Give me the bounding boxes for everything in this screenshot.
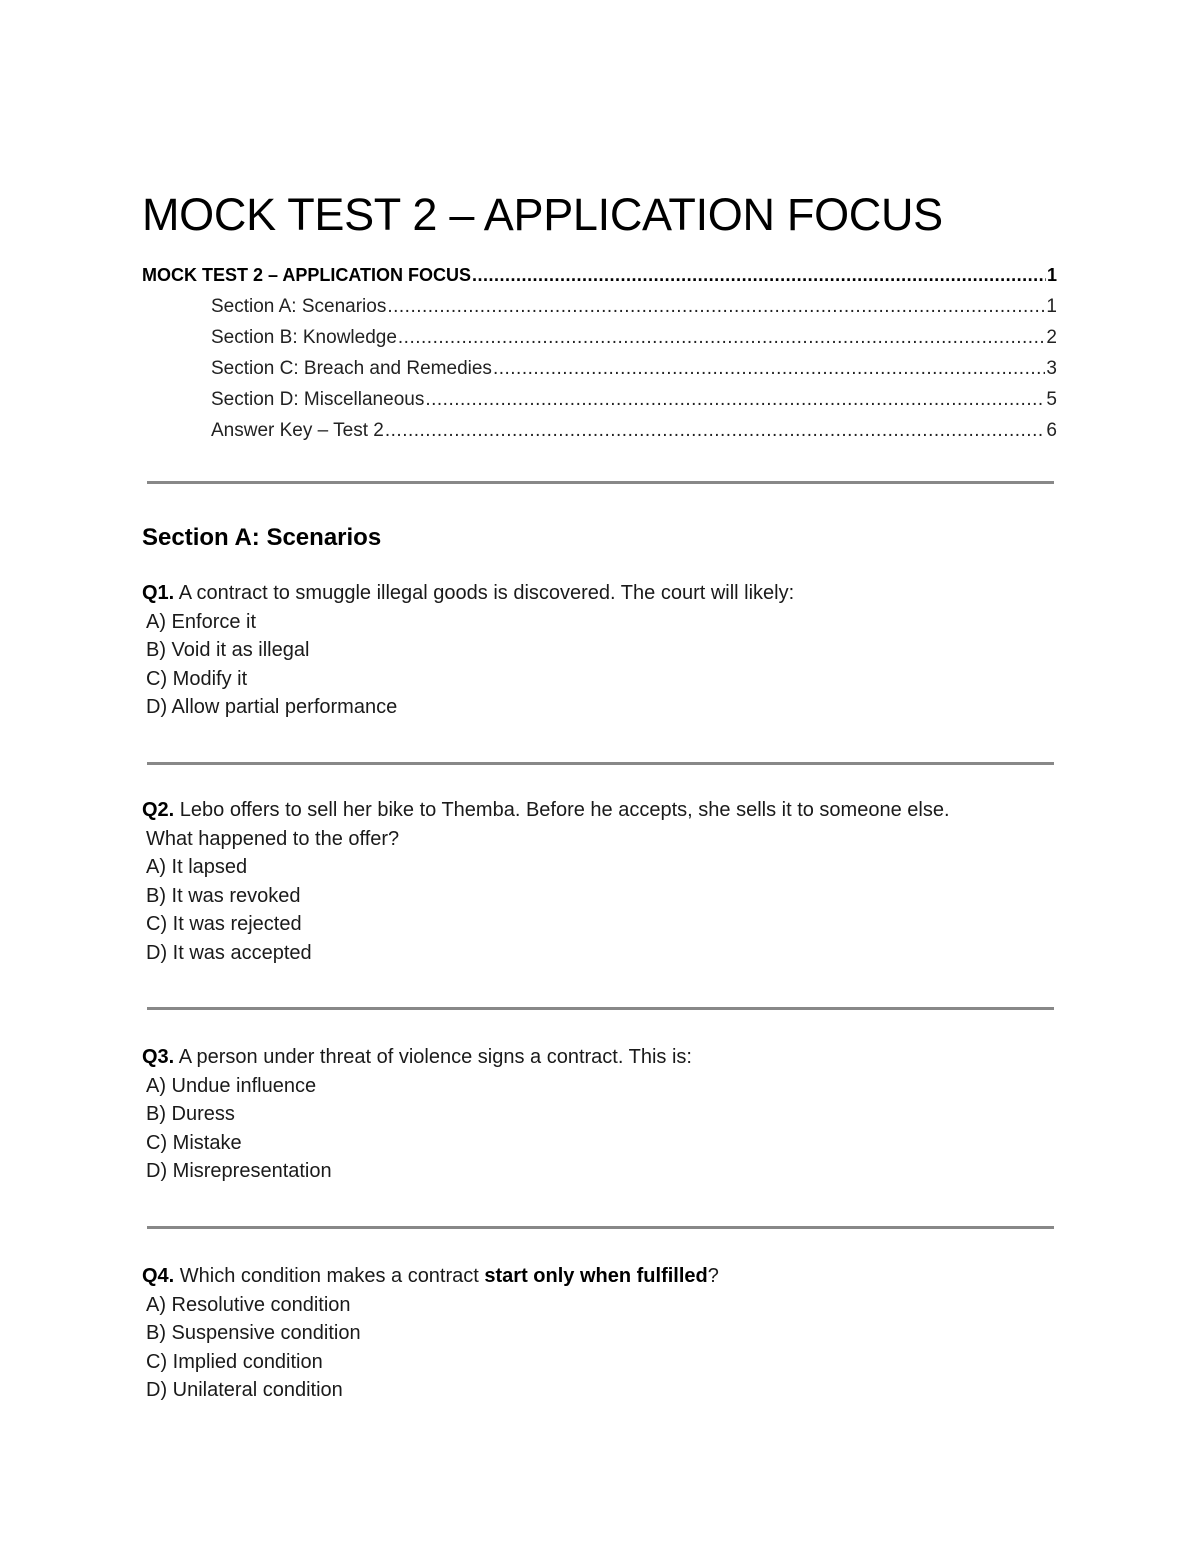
question-text: Which condition makes a contract — [174, 1265, 485, 1287]
answer-option: A) It lapsed — [146, 856, 248, 878]
toc-entry-main[interactable] — [142, 260, 1057, 291]
toc-entry-answer-key[interactable] — [142, 415, 1057, 446]
answer-option: B) Suspensive condition — [146, 1322, 361, 1344]
question-text: A person under threat of violence signs a contract. This is: — [174, 1046, 692, 1068]
toc-entry-label: Answer Key – Test 2 — [211, 420, 384, 441]
answer-option: B) It was revoked — [146, 884, 301, 907]
answer-option: A) Undue influence — [146, 1074, 317, 1097]
answer-option: C) Implied condition — [146, 1350, 323, 1373]
horizontal-divider — [147, 762, 1054, 765]
answer-option: B) Duress — [146, 1103, 235, 1125]
toc-leader-dots — [425, 384, 1045, 415]
question-q1 — [142, 579, 1062, 722]
table-of-contents — [142, 260, 1057, 446]
toc-leader-dots — [387, 291, 1045, 322]
document-title: MOCK TEST 2 – APPLICATION FOCUS — [142, 189, 943, 240]
question-text-continued: What happened to the offer? — [146, 827, 400, 850]
toc-entry-label: Section D: Miscellaneous — [211, 389, 425, 410]
answer-option: A) Enforce it — [146, 610, 257, 633]
toc-entry-section-a[interactable] — [142, 291, 1057, 322]
question-number: Q3. — [142, 1046, 175, 1068]
question-text: Lebo offers to sell her bike to Themba. Before he accepts, she sells it to someone else. — [174, 799, 950, 821]
toc-entry-page: 2 — [1046, 327, 1057, 348]
answer-option: B) Void it as illegal — [146, 639, 310, 661]
toc-leader-dots — [385, 415, 1046, 446]
question-number: Q2. — [142, 799, 175, 821]
section-heading: Section A: Scenarios — [142, 524, 382, 551]
horizontal-divider — [147, 1007, 1054, 1010]
question-stem — [142, 1262, 1062, 1291]
toc-leader-dots — [398, 322, 1046, 353]
toc-entry-label: MOCK TEST 2 – APPLICATION FOCUS — [142, 265, 472, 285]
toc-leader-dots — [493, 353, 1045, 384]
question-text: ? — [707, 1265, 719, 1287]
toc-entry-page: 1 — [1046, 265, 1057, 285]
toc-entry-label: Section A: Scenarios — [211, 296, 387, 317]
horizontal-divider — [147, 1226, 1054, 1229]
toc-entry-page: 5 — [1046, 389, 1057, 410]
toc-entry-label: Section C: Breach and Remedies — [211, 358, 492, 379]
question-number: Q1. — [142, 582, 175, 604]
answer-option: C) It was rejected — [146, 913, 302, 935]
question-q3 — [142, 1043, 1062, 1186]
answer-option: C) Mistake — [146, 1131, 242, 1154]
question-stem — [142, 579, 1062, 608]
toc-entry-section-d[interactable] — [142, 384, 1057, 415]
question-stem — [142, 796, 1062, 825]
toc-entry-section-c[interactable] — [142, 353, 1057, 384]
answer-option: D) Allow partial performance — [146, 696, 398, 718]
question-stem — [142, 1043, 1062, 1072]
toc-leader-dots — [472, 260, 1046, 291]
question-number: Q4. — [142, 1265, 175, 1287]
answer-option: D) Unilateral condition — [146, 1379, 343, 1401]
answer-option: D) It was accepted — [146, 941, 312, 964]
toc-entry-page: 3 — [1046, 358, 1057, 379]
toc-entry-section-b[interactable] — [142, 322, 1057, 353]
question-text-emphasis: start only when fulfilled — [484, 1265, 708, 1287]
toc-entry-page: 6 — [1046, 420, 1057, 441]
toc-entry-page: 1 — [1046, 296, 1057, 317]
answer-option: D) Misrepresentation — [146, 1160, 332, 1182]
answer-option: C) Modify it — [146, 667, 248, 690]
question-text: A contract to smuggle illegal goods is discovered. The court will likely: — [174, 582, 795, 604]
answer-option: A) Resolutive condition — [146, 1293, 351, 1316]
question-q4 — [142, 1262, 1062, 1405]
toc-entry-label: Section B: Knowledge — [211, 327, 397, 348]
question-q2 — [142, 796, 1062, 967]
horizontal-divider — [147, 481, 1054, 484]
